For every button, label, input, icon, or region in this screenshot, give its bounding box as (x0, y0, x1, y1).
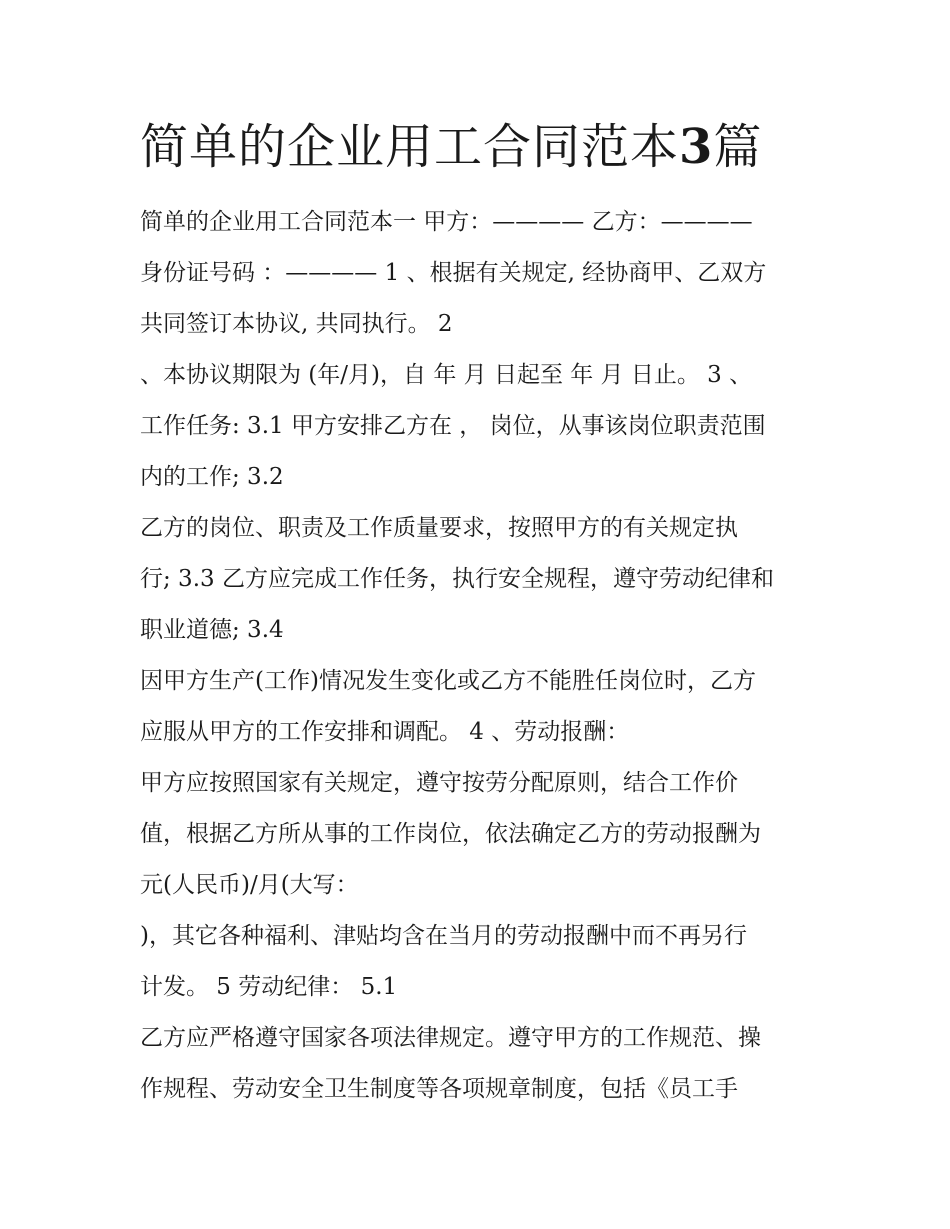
body-line: 内的工作; 3.2 (140, 464, 284, 490)
body-line: 共同签订本协议, 共同执行。 2 (140, 311, 453, 337)
title-number: 3 (679, 119, 714, 175)
body-line: 、本协议期限为 (年/月)，自 年 月 日起至 年 月 日止。 3 、 (140, 362, 753, 388)
body-line: 甲方应按照国家有关规定，遵守按劳分配原则，结合工作价 (140, 770, 738, 796)
body-line: 计发。 5 劳动纪律： 5.1 (140, 974, 398, 1000)
body-line: 乙方应严格遵守国家各项法律规定。遵守甲方的工作规范、操 (140, 1025, 761, 1051)
body-line: 工作任务: 3.1 甲方安排乙方在 ， 岗位，从事该岗位职责范围 (140, 413, 766, 439)
body-line: 简单的企业用工合同范本一 甲方：———— 乙方：———— (140, 209, 753, 235)
title-suffix: 篇 (713, 119, 763, 175)
document-body (140, 197, 820, 1115)
title-text: 简单的企业用工合同范本 (140, 119, 680, 175)
body-line: 应服从甲方的工作安排和调配。 4 、劳动报酬： (140, 719, 630, 745)
body-line: 行; 3.3 乙方应完成工作任务，执行安全规程，遵守劳动纪律和 (140, 566, 774, 592)
body-line: 值，根据乙方所从事的工作岗位，依法确定乙方的劳动报酬为 (140, 821, 761, 847)
body-line: 职业道德; 3.4 (140, 617, 284, 643)
body-line: 身份证号码 ：———— 1 、根据有关规定, 经协商甲、乙双方 (140, 260, 767, 286)
body-line: 乙方的岗位、职责及工作质量要求，按照甲方的有关规定执 (140, 515, 738, 541)
body-line: 因甲方生产(工作)情况发生变化或乙方不能胜任岗位时，乙方 (140, 668, 756, 694)
body-line: 作规程、劳动安全卫生制度等各项规章制度，包括《员工手 (140, 1076, 738, 1102)
body-line: 元(人民币)/月(大写： (140, 872, 359, 898)
document-title (140, 112, 762, 182)
body-line: )，其它各种福利、津贴均含在当月的劳动报酬中而不再另行 (140, 923, 747, 949)
